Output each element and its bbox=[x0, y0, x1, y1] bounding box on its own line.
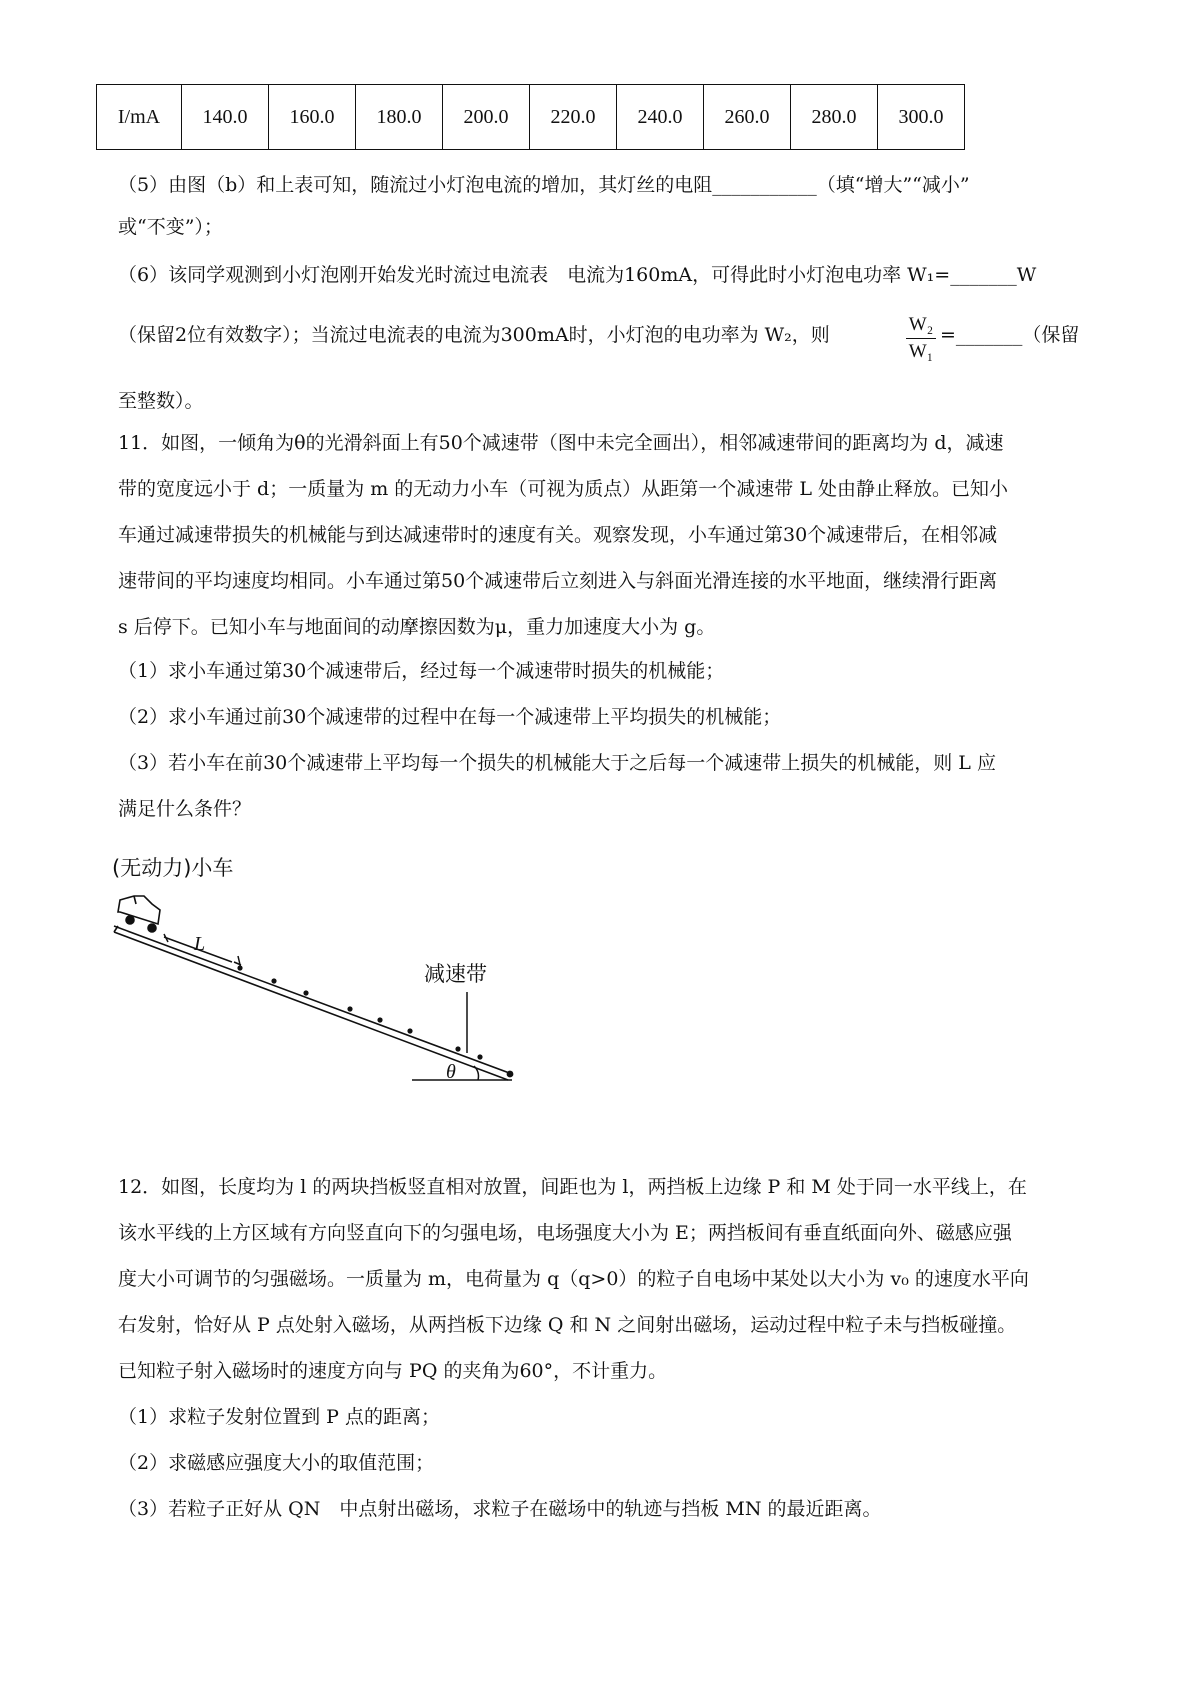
speed-bump bbox=[377, 1017, 382, 1022]
q12-sub-1: （1）求粒子发射位置到 P 点的距离； bbox=[118, 1406, 440, 1428]
q11-line: 带的宽度远小于 d；一质量为 m 的无动力小车（可视为质点）从距第一个减速带 L 处由静止释放。已知小 bbox=[118, 478, 1008, 500]
fraction-numerator: W₂ bbox=[906, 312, 936, 339]
speed-bump bbox=[477, 1054, 482, 1059]
table-cell: 180.0 bbox=[356, 85, 443, 150]
current-table bbox=[96, 84, 965, 150]
speed-bump bbox=[271, 978, 276, 983]
q11-sub-1: （1）求小车通过第30个减速带后，经过每一个减速带时损失的机械能； bbox=[118, 660, 725, 682]
speed-bump bbox=[237, 965, 242, 970]
q12-line: 度大小可调节的匀强磁场。一质量为 m，电荷量为 q（q>0）的粒子自电场中某处以大小为 v₀ 的速度水平向 bbox=[118, 1268, 1029, 1290]
table-cell: 300.0 bbox=[878, 85, 965, 150]
angle-label: θ bbox=[446, 1061, 456, 1083]
car-icon bbox=[118, 896, 160, 932]
q6-line-2-tail: =_______（保留 bbox=[940, 324, 1080, 346]
q11-line: 车通过减速带损失的机械能与到达减速带时的速度有关。观察发现，小车通过第30个减速带后，在相邻减 bbox=[118, 524, 998, 546]
q12-sub-3: （3）若粒子正好从 QN 中点射出磁场，求粒子在磁场中的轨迹与挡板 MN 的最近距离。 bbox=[118, 1498, 882, 1520]
speed-bump bbox=[347, 1006, 352, 1011]
speed-bumps bbox=[237, 965, 513, 1077]
table-cell: 260.0 bbox=[704, 85, 791, 150]
incline-surface bbox=[114, 926, 512, 1080]
fraction-denominator: W₁ bbox=[908, 341, 934, 362]
speed-bump bbox=[407, 1028, 412, 1033]
speed-bump bbox=[303, 990, 308, 995]
table-cell: 160.0 bbox=[269, 85, 356, 150]
speed-bump-label: 减速带 bbox=[424, 962, 487, 986]
q11-sub-2: （2）求小车通过前30个减速带的过程中在每一个减速带上平均损失的机械能； bbox=[118, 706, 782, 728]
table-cell: 280.0 bbox=[791, 85, 878, 150]
table-cell: 140.0 bbox=[182, 85, 269, 150]
q11-line: 速带间的平均速度均相同。小车通过第50个减速带后立刻进入与斜面光滑连接的水平地面，继续滑行距离 bbox=[118, 570, 998, 592]
q11-line: s 后停下。已知小车与地面间的动摩擦因数为μ，重力加速度大小为 g。 bbox=[118, 616, 716, 638]
table-header-cell: I/mA bbox=[97, 85, 182, 150]
q5-line-2: 或“不变”）； bbox=[118, 216, 223, 238]
q12-line: 右发射，恰好从 P 点处射入磁场，从两挡板下边缘 Q 和 N 之间射出磁场，运动过程中粒子未与挡板碰撞。 bbox=[118, 1314, 1017, 1336]
car-label: (无动力)小车 bbox=[112, 856, 234, 880]
table-row bbox=[97, 85, 965, 150]
table-cell: 200.0 bbox=[443, 85, 530, 150]
speed-bump bbox=[455, 1046, 460, 1051]
table-cell: 220.0 bbox=[530, 85, 617, 150]
q11-line: 11．如图，一倾角为θ的光滑斜面上有50个减速带（图中未完全画出），相邻减速带间的距离均为 d，减速 bbox=[118, 432, 1004, 454]
q12-line: 该水平线的上方区域有方向竖直向下的匀强电场，电场强度大小为 E；两挡板间有垂直纸面向外、磁感应强 bbox=[118, 1222, 1012, 1244]
w2-over-w1-fraction bbox=[906, 312, 936, 365]
q12-line: 12．如图，长度均为 l 的两块挡板竖直相对放置，间距也为 l，两挡板上边缘 P 和 M 处于同一水平线上，在 bbox=[118, 1176, 1027, 1198]
q5-line-1: （5）由图（b）和上表可知，随流过小灯泡电流的增加，其灯丝的电阻___________（填“增大”“减小” bbox=[118, 174, 970, 196]
q11-sub-3: （3）若小车在前30个减速带上平均每一个损失的机械能大于之后每一个减速带上损失的机械能，则 L 应 bbox=[118, 752, 996, 774]
q12-sub-2: （2）求磁感应强度大小的取值范围； bbox=[118, 1452, 435, 1474]
incline-figure bbox=[110, 890, 530, 1100]
q6-line-2: （保留2位有效数字）；当流过电流表的电流为300mA时，小灯泡的电功率为 W₂，则 bbox=[118, 324, 830, 346]
q6-line-1: （6）该同学观测到小灯泡刚开始发光时流过电流表 电流为160mA，可得此时小灯泡电功率 W₁=_______W bbox=[118, 264, 1037, 286]
table-cell: 240.0 bbox=[617, 85, 704, 150]
q11-sub-3-cont: 满足什么条件？ bbox=[118, 798, 252, 820]
q12-line: 已知粒子射入磁场时的速度方向与 PQ 的夹角为60°，不计重力。 bbox=[118, 1360, 668, 1382]
length-label: L bbox=[194, 933, 206, 955]
q6-line-3: 至整数）。 bbox=[118, 390, 204, 412]
speed-bump bbox=[507, 1071, 514, 1078]
